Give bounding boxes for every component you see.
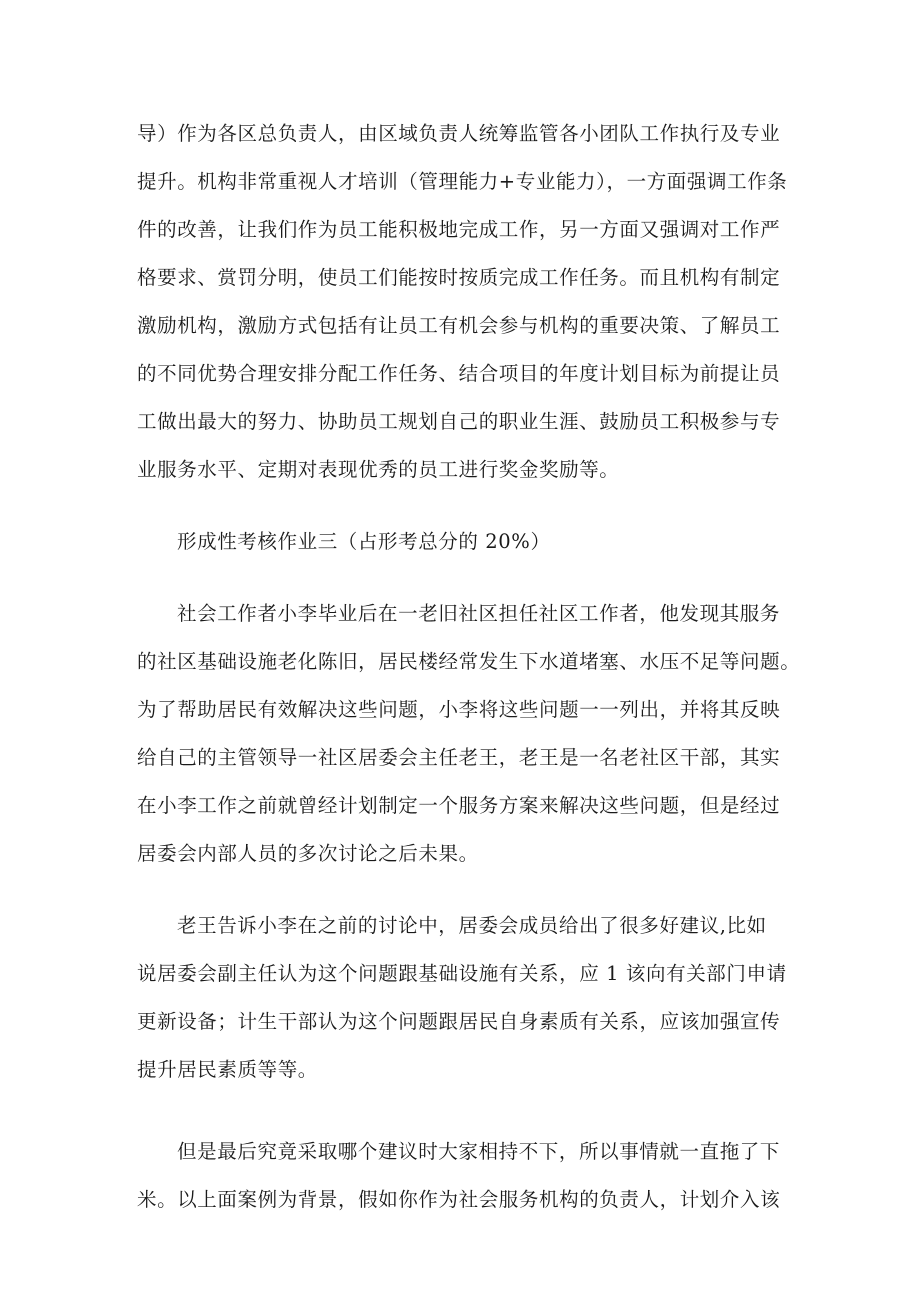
paragraph-1-line-5: 激励机构，激励方式包括有让员工有机会参与机构的重要决策、了解员工 [137, 314, 781, 337]
paragraph-1-line-6: 的不同优势合理安排分配工作任务、结合项目的年度计划目标为前提让员 [137, 362, 781, 385]
paragraph-2-line-4: 给自己的主管领导一社区居委会主任老王，老王是一名老社区干部，其实 [137, 746, 781, 769]
paragraph-1-line-4: 格要求、赏罚分明，使员工们能按时按质完成工作任务。而且机构有制定 [137, 266, 781, 289]
paragraph-4-line-1: 但是最后究竟采取哪个建议时大家相持不下，所以事情就一直拖了下 [177, 1140, 781, 1163]
paragraph-1-line-8: 业服务水平、定期对表现优秀的员工进行奖金奖励等。 [137, 458, 620, 481]
paragraph-2-line-5: 在小李工作之前就曾经计划制定一个服务方案来解决这些问题，但是经过 [137, 794, 781, 817]
paragraph-3-line-3: 更新设备；计生干部认为这个问题跟居民自身素质有关系，应该加强宣传 [137, 1010, 781, 1033]
paragraph-1-line-7: 工做出最大的努力、协助员工规划自己的职业生涯、鼓励员工积极参与专 [137, 410, 781, 433]
paragraph-2-line-2: 的社区基础设施老化陈旧，居民楼经常发生下水道堵塞、水压不足等问题。 [137, 650, 801, 673]
paragraph-3-line-4: 提升居民素质等等。 [137, 1058, 318, 1081]
paragraph-4-line-2: 米。以上面案例为背景，假如你作为社会服务机构的负责人，计划介入该 [137, 1188, 781, 1211]
paragraph-2-line-3: 为了帮助居民有效解决这些问题，小李将这些问题一一列出，并将其反映 [137, 698, 781, 721]
paragraph-3-line-1: 老王告诉小李在之前的讨论中，居委会成员给出了很多好建议,比如 [177, 914, 767, 937]
paragraph-1-line-3: 件的改善，让我们作为员工能积极地完成工作，另一方面又强调对工作严 [137, 218, 781, 241]
paragraph-2-line-6: 居委会内部人员的多次讨论之后未果。 [137, 842, 479, 865]
paragraph-1-line-1: 导）作为各区总负责人，由区域负责人统筹监管各小团队工作执行及专业 [137, 122, 781, 145]
paragraph-2-line-1: 社会工作者小李毕业后在一老旧社区担任社区工作者，他发现其服务 [177, 602, 781, 625]
paragraph-1-line-2: 提升。机构非常重视人才培训（管理能力+专业能力），一方面强调工作条 [137, 170, 788, 193]
paragraph-3-line-2: 说居委会副主任认为这个问题跟基础设施有关系，应 1 该向有关部门申请 [137, 962, 787, 985]
assignment-heading: 形成性考核作业三（占形考总分的 20%） [177, 530, 551, 553]
